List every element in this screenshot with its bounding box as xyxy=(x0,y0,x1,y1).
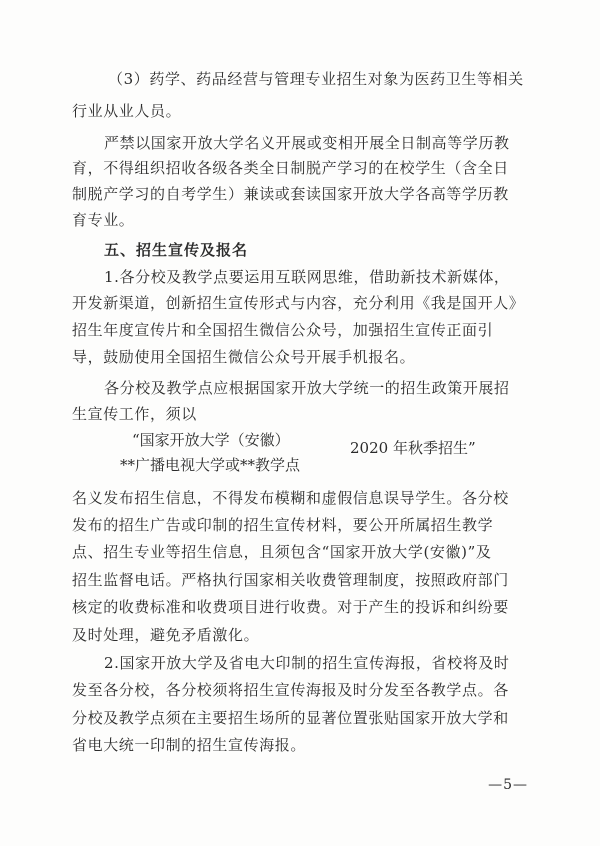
quote-line-1: “国家开放大学（安徽） xyxy=(132,431,290,449)
text-line: 分校及教学点须在主要招生场所的显著位置张贴国家开放大学和 xyxy=(72,709,509,727)
quote-right: 2020 年秋季招生” xyxy=(350,439,476,457)
text-line: 1.各分校及教学点要运用互联网思维，借助新技术新媒体， xyxy=(104,268,510,286)
text-line: 点、招生专业等招生信息，且须包含“国家开放大学(安徽)”及 xyxy=(72,543,492,561)
text-line: 行业从业人员。 xyxy=(72,102,182,120)
text-line: 2.国家开放大学及省电大印制的招生宣传海报，省校将及时 xyxy=(104,654,510,672)
text-line: 发至各分校，各分校须将招生宣传海报及时分发至各教学点。各 xyxy=(72,681,509,699)
text-line: 省电大统一印制的招生宣传海报。 xyxy=(72,736,307,754)
text-line: 严禁以国家开放大学名义开展或变相开展全日制高等学历教 xyxy=(104,134,510,152)
text-line: 发布的招生广告或印制的招生宣传材料，要公开所属招生教学 xyxy=(72,516,494,534)
quote-line-2: **广播电视大学或**教学点 xyxy=(120,456,301,474)
text-line: 生宣传工作，须以 xyxy=(72,405,197,423)
text-line: 制脱产学习的自考学生）兼读或套读国家开放大学各高等学历教 xyxy=(72,185,509,203)
text-line: 核定的收费标准和收费项目进行收费。对于产生的投诉和纠纷要 xyxy=(72,598,509,616)
text-line: 招生年度宣传片和全国招生微信公众号，加强招生宣传正面引 xyxy=(72,321,494,339)
section-heading: 五、招生宣传及报名 xyxy=(104,241,249,259)
page-number: —5— xyxy=(488,777,528,793)
text-line: 招生监督电话。严格执行国家相关收费管理制度，按照政府部门 xyxy=(72,571,509,589)
text-line: 育，不得组织招收各级各类全日制脱产学习的在校学生（含全日 xyxy=(72,159,509,177)
text-line: 导，鼓励使用全国招生微信公众号开展手机报名。 xyxy=(72,348,416,366)
text-line: 开发新渠道，创新招生宣传形式与内容，充分利用《我是国开人》 xyxy=(72,294,525,312)
text-line: 各分校及教学点应根据国家开放大学统一的招生政策开展招 xyxy=(104,379,510,397)
text-line: 育专业。 xyxy=(72,211,135,229)
text-line: 名义发布招生信息，不得发布模糊和虚假信息误导学生。各分校 xyxy=(72,489,509,507)
text-line: （3）药学、药品经营与管理专业招生对象为医药卫生等相关 xyxy=(108,70,524,88)
text-line: 及时处理，避免矛盾激化。 xyxy=(72,626,260,644)
